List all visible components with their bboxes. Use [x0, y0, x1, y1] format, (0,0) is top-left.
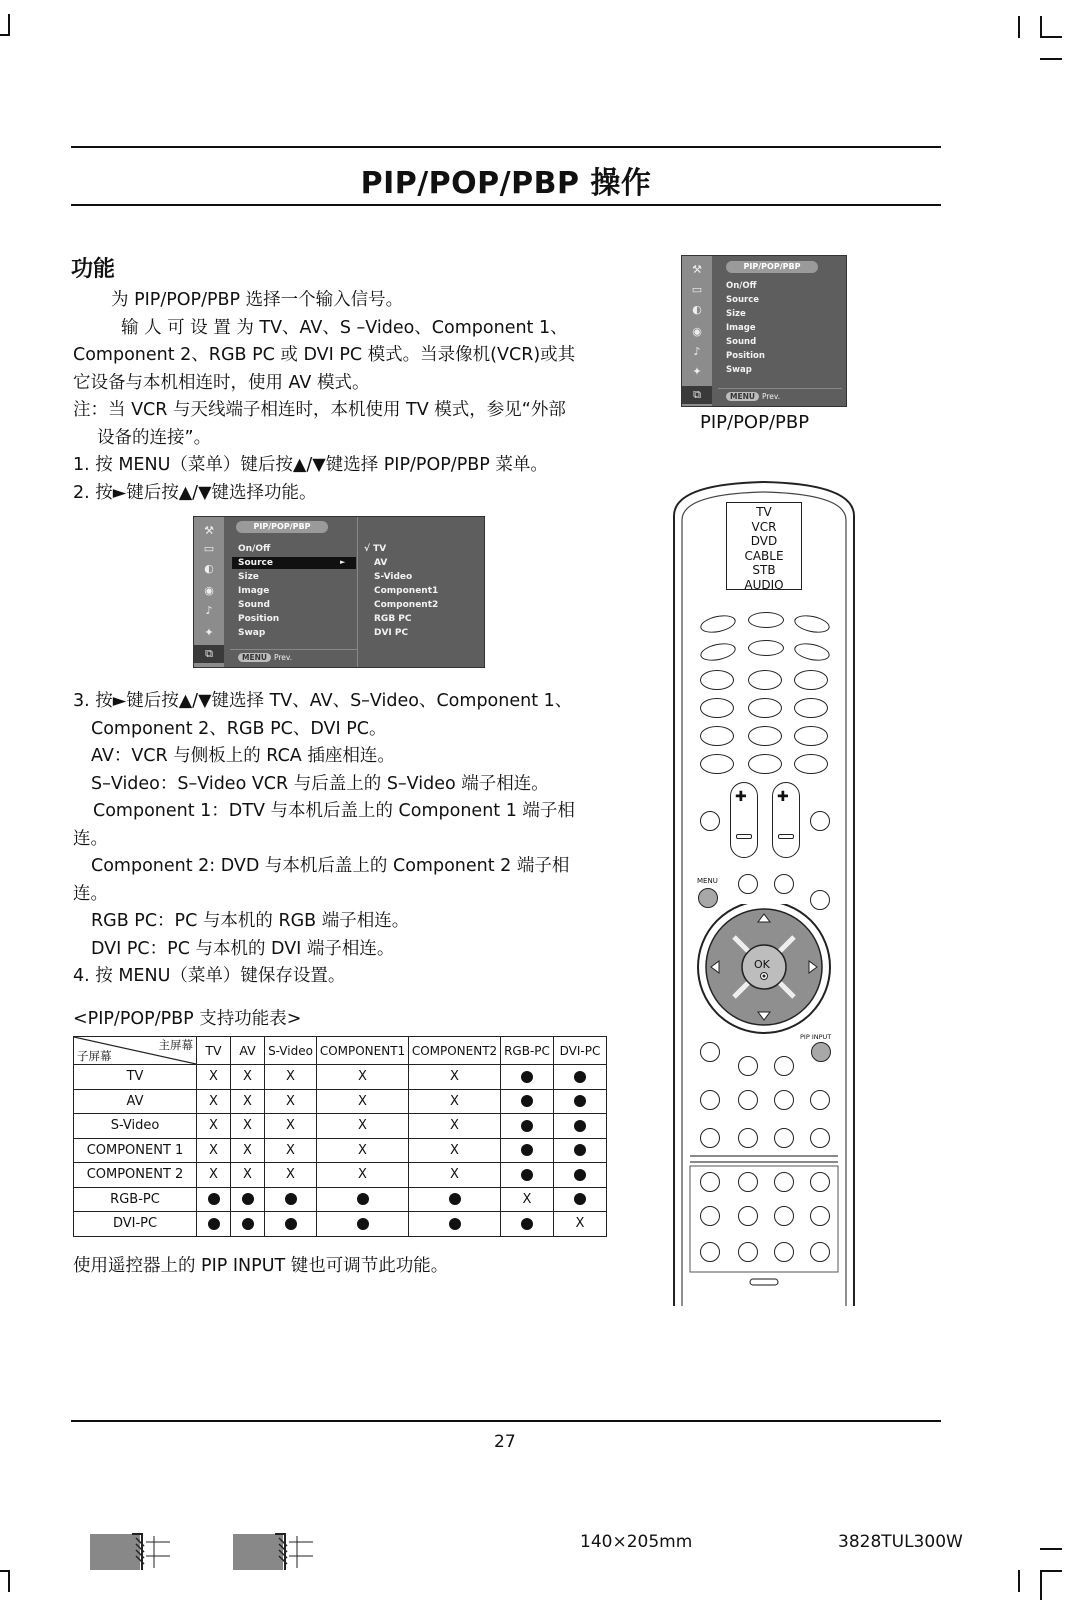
column-header: RGB-PC: [501, 1037, 554, 1065]
mode-label: CABLE: [744, 548, 784, 563]
crop-mark: [8, 14, 10, 36]
function-button[interactable]: [810, 1206, 830, 1226]
table-cell: X: [197, 1065, 231, 1090]
number-button[interactable]: [700, 698, 734, 718]
osd-menu-key: MENU: [238, 653, 271, 662]
registration-mark: [90, 1530, 190, 1570]
note-line: 设备的连接”。: [97, 427, 212, 448]
mode-button[interactable]: [748, 612, 784, 628]
table-cell: X: [231, 1163, 265, 1188]
osd-prev-label: Prev.: [273, 653, 293, 662]
function-button[interactable]: [810, 1172, 830, 1192]
supported-dot-icon: [357, 1218, 369, 1230]
mode-label: TV: [756, 505, 772, 519]
table-row: [74, 1089, 607, 1114]
row-header: RGB-PC: [74, 1187, 197, 1212]
osd-source-dvipc: DVI PC: [374, 628, 409, 638]
table-cell: [554, 1163, 607, 1188]
function-button[interactable]: [738, 1056, 758, 1076]
number-button[interactable]: [748, 726, 782, 746]
function-button[interactable]: [810, 1090, 830, 1110]
crop-mark: [0, 34, 10, 36]
intro-line: 为 PIP/POP/PBP 选择一个输入信号。: [111, 290, 404, 310]
number-button[interactable]: [700, 754, 734, 774]
row-header: COMPONENT 1: [74, 1138, 197, 1163]
function-button[interactable]: [738, 874, 758, 894]
osd-source-menu: [193, 516, 485, 668]
function-button[interactable]: [774, 1206, 794, 1226]
supported-dot-icon: [521, 1169, 533, 1181]
osd-sound-icon: ♪: [693, 345, 701, 358]
supported-dot-icon: [242, 1218, 254, 1230]
supported-dot-icon: [521, 1120, 533, 1132]
crop-mark: [0, 1570, 10, 1572]
side-button[interactable]: [810, 811, 830, 831]
table-cell: [501, 1163, 554, 1188]
registration-mark: [233, 1530, 333, 1570]
crop-mark: [1040, 1570, 1042, 1600]
osd-color-icon: ◐: [692, 303, 702, 316]
supported-dot-icon: [242, 1193, 254, 1205]
osd-setup-icon: ✦: [204, 626, 214, 639]
osd-item-arrow: ►: [340, 558, 346, 566]
column-header: DVI-PC: [554, 1037, 607, 1065]
supported-dot-icon: [285, 1218, 297, 1230]
function-button[interactable]: [774, 1242, 794, 1262]
table-cell: [197, 1187, 231, 1212]
osd-item-sound: Sound: [238, 600, 270, 610]
osd-pip-icon: ⧉: [682, 386, 712, 404]
number-button[interactable]: [748, 754, 782, 774]
table-cell: [409, 1187, 501, 1212]
function-button[interactable]: [700, 1042, 720, 1062]
supported-dot-icon: [574, 1144, 586, 1156]
supported-dot-icon: [521, 1144, 533, 1156]
function-button[interactable]: [700, 1172, 720, 1192]
osd-sound-icon: ♪: [205, 604, 213, 617]
function-button[interactable]: [738, 1172, 758, 1192]
print-size: 140×205mm: [580, 1532, 693, 1552]
function-button[interactable]: [738, 1206, 758, 1226]
osd-menu-key: MENU: [726, 392, 759, 401]
table-cell: X: [231, 1114, 265, 1139]
osd-prev-label: Prev.: [761, 392, 781, 401]
dvipc-desc: DVI PC：PC 与本机的 DVI 端子相连。: [91, 938, 395, 959]
header-bottom-rule: [71, 204, 941, 206]
supported-dot-icon: [208, 1193, 220, 1205]
osd-header: PIP/POP/PBP: [236, 521, 328, 533]
supported-dot-icon: [574, 1120, 586, 1132]
channel-plus-icon: ✚: [777, 789, 789, 805]
footer-rule: [71, 1420, 941, 1422]
pip-input-label: PIP INPUT: [800, 1033, 832, 1041]
function-table: [73, 1036, 607, 1237]
osd-item-source: Source: [238, 558, 273, 568]
table-cell: [317, 1212, 409, 1237]
osd-tools-icon: ⚒: [692, 263, 702, 276]
step3-text: [73, 688, 621, 991]
osd-source-component1: Component1: [374, 586, 439, 596]
table-cell: [501, 1138, 554, 1163]
table-cell: X: [409, 1065, 501, 1090]
table-cell: [197, 1212, 231, 1237]
osd-item-size: Size: [726, 309, 746, 319]
number-button[interactable]: [748, 670, 782, 690]
table-corner: [74, 1037, 197, 1065]
volume-minus-icon: [736, 834, 752, 839]
rgbpc-desc: RGB PC：PC 与本机的 RGB 端子相连。: [91, 911, 410, 931]
osd-divider: [718, 388, 842, 389]
step-3: 3. 按►键后按▲/▼键选择 TV、AV、S–Video、Component 1、: [73, 691, 573, 711]
mode-label: DVD: [750, 534, 778, 548]
table-cell: X: [409, 1138, 501, 1163]
number-button[interactable]: [700, 726, 734, 746]
crop-mark: [1040, 16, 1042, 38]
function-button[interactable]: [738, 1090, 758, 1110]
function-button[interactable]: [700, 1242, 720, 1262]
function-button[interactable]: [700, 1090, 720, 1110]
column-header: COMPONENT2: [409, 1037, 501, 1065]
table-cell: [501, 1089, 554, 1114]
table-cell: [317, 1187, 409, 1212]
section-heading: 功能: [71, 257, 116, 282]
desc-line: Component 2、RGB PC 或 DVI PC 模式。当录像机(VCR)或其: [73, 345, 576, 365]
crop-mark: [1018, 16, 1020, 38]
osd-pip-icon: ⧉: [194, 645, 224, 663]
table-caption: <PIP/POP/PBP 支持功能表>: [73, 1009, 302, 1029]
corner-sub-label: 子屏幕: [77, 1049, 112, 1063]
table-cell: X: [317, 1138, 409, 1163]
osd-source-av: AV: [374, 558, 388, 568]
table-cell: X: [231, 1065, 265, 1090]
header-top-rule: [71, 146, 941, 148]
supported-dot-icon: [574, 1095, 586, 1107]
table-cell: [501, 1114, 554, 1139]
document-code: 3828TUL300W: [838, 1532, 963, 1552]
function-button[interactable]: [810, 1128, 830, 1148]
mode-window: [726, 502, 802, 590]
table-cell: X: [197, 1089, 231, 1114]
function-button[interactable]: [738, 1242, 758, 1262]
osd-caption: PIP/POP/PBP: [700, 412, 810, 433]
crop-mark: [1040, 1548, 1062, 1550]
supported-dot-icon: [449, 1193, 461, 1205]
table-cell: [231, 1212, 265, 1237]
table-cell: X: [409, 1114, 501, 1139]
function-button[interactable]: [774, 1056, 794, 1076]
table-cell: X: [197, 1138, 231, 1163]
osd-image-icon: ◉: [204, 584, 214, 597]
component2-desc: Component 2: DVD 与本机后盖上的 Component 2 端子相: [91, 856, 570, 876]
function-button[interactable]: [774, 874, 794, 894]
table-cell: X: [317, 1114, 409, 1139]
number-button[interactable]: [794, 754, 828, 774]
table-cell: [554, 1114, 607, 1139]
number-button[interactable]: [794, 726, 828, 746]
crop-mark: [8, 1570, 10, 1592]
table-cell: [554, 1089, 607, 1114]
function-button[interactable]: [700, 1206, 720, 1226]
osd-item-sound: Sound: [726, 337, 757, 347]
osd-footer: [238, 653, 292, 662]
row-header: TV: [74, 1065, 197, 1090]
pip-input-button[interactable]: [811, 1042, 831, 1062]
table-cell: X: [409, 1163, 501, 1188]
table-body: [74, 1065, 607, 1237]
osd-source-component2: Component2: [374, 600, 439, 610]
intro-text: [73, 287, 621, 507]
component1-desc-cont: 连。: [73, 828, 108, 849]
channel-minus-icon: [778, 834, 794, 839]
row-header: COMPONENT 2: [74, 1163, 197, 1188]
mode-label: STB: [752, 563, 776, 577]
osd-header: PIP/POP/PBP: [726, 261, 818, 273]
crop-mark: [1040, 36, 1062, 38]
osd-color-icon: ◐: [204, 562, 214, 575]
desc-line: 输 人 可 设 置 为 TV、AV、S –Video、Component 1、: [121, 317, 568, 338]
table-header-row: [74, 1037, 607, 1065]
table-cell: X: [265, 1163, 317, 1188]
supported-dot-icon: [521, 1071, 533, 1083]
osd-setup-icon: ✦: [692, 365, 702, 378]
table-row: [74, 1163, 607, 1188]
osd-screen-icon: ▭: [691, 283, 703, 296]
osd-source-rgbpc: RGB PC: [374, 614, 412, 624]
number-button[interactable]: [794, 698, 828, 718]
crop-mark: [1018, 1570, 1020, 1592]
desc-line: 它设备与本机相连时，使用 AV 模式。: [73, 372, 370, 393]
supported-dot-icon: [449, 1218, 461, 1230]
supported-dot-icon: [574, 1169, 586, 1181]
supported-dot-icon: [521, 1095, 533, 1107]
table-cell: X: [317, 1163, 409, 1188]
page-title: PIP/POP/PBP 操作: [360, 166, 652, 201]
mode-button[interactable]: [748, 640, 784, 656]
menu-button[interactable]: [698, 888, 718, 908]
function-button[interactable]: [810, 1242, 830, 1262]
step-1: 1. 按 MENU（菜单）键后按▲/▼键选择 PIP/POP/PBP 菜单。: [73, 455, 548, 475]
mode-label: AUDIO: [744, 577, 784, 592]
osd-source-tv: √ TV: [364, 544, 387, 554]
number-button[interactable]: [700, 670, 734, 690]
osd-item-position: Position: [726, 351, 765, 361]
step-4: 4. 按 MENU（菜单）键保存设置。: [73, 966, 346, 986]
supported-dot-icon: [521, 1218, 533, 1230]
osd-item-image: Image: [238, 586, 270, 596]
component2-desc-cont: 连。: [73, 883, 108, 904]
function-button[interactable]: [774, 1090, 794, 1110]
column-header: COMPONENT1: [317, 1037, 409, 1065]
table-row: [74, 1187, 607, 1212]
row-header: AV: [74, 1089, 197, 1114]
osd-pip-menu: [681, 255, 847, 407]
supported-dot-icon: [285, 1193, 297, 1205]
table-cell: X: [197, 1163, 231, 1188]
function-button[interactable]: [774, 1172, 794, 1192]
remote-control: [672, 476, 856, 1306]
table-footnote: 使用遥控器上的 PIP INPUT 键也可调节此功能。: [73, 1256, 449, 1276]
table-cell: X: [317, 1089, 409, 1114]
osd-item-onoff: On/Off: [238, 544, 271, 554]
table-cell: [501, 1212, 554, 1237]
table-cell: [231, 1187, 265, 1212]
table-row: [74, 1138, 607, 1163]
function-button[interactable]: [700, 1128, 720, 1148]
table-cell: X: [554, 1212, 607, 1237]
osd-screen-icon: ▭: [203, 542, 215, 555]
note-line: 注：当 VCR 与天线端子相连时，本机使用 TV 模式，参见“外部: [73, 400, 566, 420]
table-row: [74, 1212, 607, 1237]
table-cell: [409, 1212, 501, 1237]
table-cell: X: [409, 1089, 501, 1114]
av-desc: AV：VCR 与侧板上的 RCA 插座相连。: [91, 746, 395, 766]
osd-source-svideo: S-Video: [374, 572, 413, 582]
table-cell: X: [265, 1089, 317, 1114]
table-cell: [554, 1187, 607, 1212]
table-cell: [265, 1187, 317, 1212]
side-button[interactable]: [700, 811, 720, 831]
osd-item-position: Position: [238, 614, 280, 624]
number-button[interactable]: [794, 670, 828, 690]
table-cell: X: [317, 1065, 409, 1090]
page-number: 27: [494, 1432, 516, 1452]
osd-item-swap: Swap: [238, 628, 266, 638]
menu-label: MENU: [697, 877, 718, 885]
column-header: AV: [231, 1037, 265, 1065]
osd-footer: [726, 392, 780, 401]
component1-desc: Component 1：DTV 与本机后盖上的 Component 1 端子相: [93, 801, 575, 821]
table-cell: X: [265, 1114, 317, 1139]
crop-mark: [1040, 1570, 1062, 1572]
table-cell: X: [197, 1114, 231, 1139]
ok-label: OK: [754, 958, 770, 971]
table-cell: X: [265, 1065, 317, 1090]
table-cell: X: [265, 1138, 317, 1163]
table-cell: X: [231, 1089, 265, 1114]
table-cell: X: [501, 1187, 554, 1212]
osd-item-swap: Swap: [726, 365, 752, 375]
column-header: S-Video: [265, 1037, 317, 1065]
osd-item-source: Source: [726, 295, 760, 305]
table-cell: [554, 1065, 607, 1090]
crop-mark: [1040, 58, 1062, 60]
supported-dot-icon: [574, 1071, 586, 1083]
supported-dot-icon: [574, 1193, 586, 1205]
function-button[interactable]: [810, 890, 830, 910]
table-cell: X: [231, 1138, 265, 1163]
volume-plus-icon: ✚: [735, 789, 747, 805]
supported-dot-icon: [208, 1218, 220, 1230]
osd-column-divider: [357, 517, 358, 667]
svideo-desc: S–Video：S–Video VCR 与后盖上的 S–Video 端子相连。: [91, 773, 549, 794]
supported-dot-icon: [357, 1193, 369, 1205]
osd-tools-icon: ⚒: [204, 524, 214, 537]
corner-main-label: 主屏幕: [158, 1038, 193, 1052]
table-row: [74, 1065, 607, 1090]
table-cell: [501, 1065, 554, 1090]
mode-label: VCR: [751, 519, 777, 534]
osd-item-onoff: On/Off: [726, 281, 757, 291]
number-button[interactable]: [748, 698, 782, 718]
column-header: TV: [197, 1037, 231, 1065]
osd-item-image: Image: [726, 323, 756, 333]
osd-divider: [230, 649, 358, 650]
osd-item-size: Size: [238, 572, 259, 582]
function-button[interactable]: [774, 1128, 794, 1148]
row-header: S-Video: [74, 1114, 197, 1139]
table-cell: [554, 1138, 607, 1163]
table-cell: [265, 1212, 317, 1237]
table-row: [74, 1114, 607, 1139]
row-header: DVI-PC: [74, 1212, 197, 1237]
function-button[interactable]: [738, 1128, 758, 1148]
step-2: 2. 按►键后按▲/▼键选择功能。: [73, 482, 317, 503]
osd-image-icon: ◉: [692, 325, 702, 338]
step-3-cont: Component 2、RGB PC、DVI PC。: [91, 718, 387, 739]
